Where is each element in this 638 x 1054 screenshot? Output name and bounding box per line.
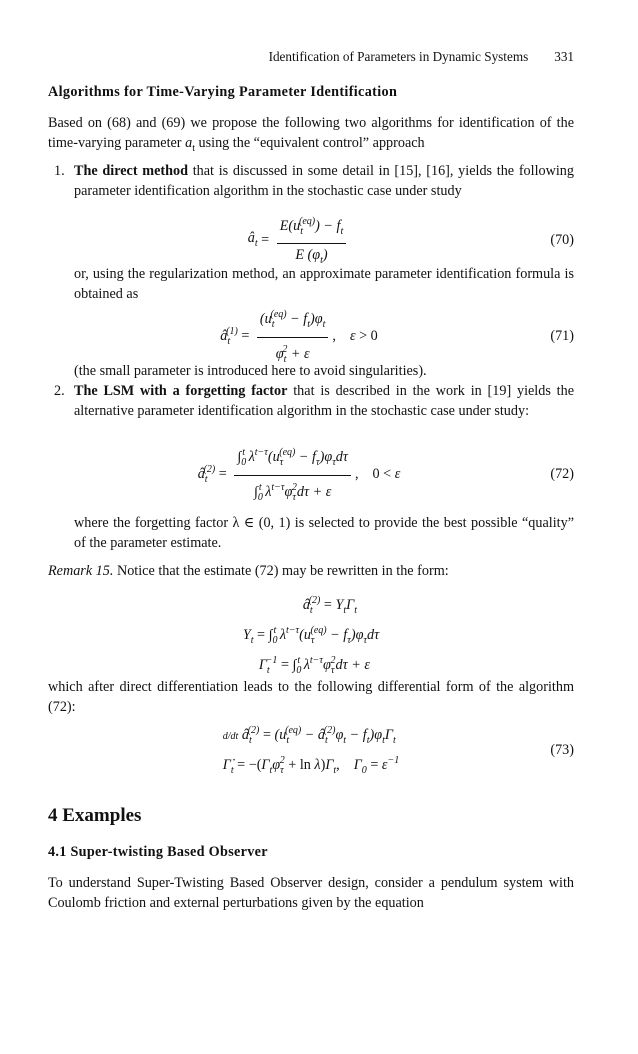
item2-text2: where the forgetting factor λ ∈ (0, 1) is selected to provide the best possible “quality” of the parameter estimate. [74, 515, 574, 551]
equation-72: $â_t^{(2)}$ = $\frac{\int_0^t \lambda^{t-\tau}(u_\tau^{(eq)} - f_\tau)\varphi_\tau d\tau}{\int_0^t \lambda^{t-\tau}\varphi_\tau^2d\tau + \varepsilon}$ , 0 < ε (72) [48, 446, 574, 504]
item1-text2: or, using the regularization method, an approximate parameter identification formula is obtained as [74, 266, 574, 302]
subsection-4-1-heading: 4.1 Super-twisting Based Observer [48, 844, 268, 860]
eq72-number: (72) [550, 466, 574, 483]
list-item-2: 2. The LSM with a forgetting factor that is described in the work in [19] yields the alternative parameter identification algorithm in the stochastic case under study: [54, 383, 574, 419]
item2-bold: The LSM with a forgetting factor [74, 383, 288, 399]
item1-bold: The direct method [74, 163, 188, 179]
equation-remark-system: $â_t^{(2)} = Y_t\Gamma_t$ $Y_t = \int_0^t$ $\lambda^{t-\tau}(u_\tau^{(eq)} - f_\tau)\varphi_\tau d\tau$ $\Gamma_t^{-1} = \int_0^t$ $\lambda^{t-\tau}\varphi_\tau^2d\tau + \varepsilon$ [242, 595, 380, 676]
item1-text3: (the small parameter is introduced here to avoid singularities). [74, 363, 427, 379]
page-number: 331 [554, 49, 574, 64]
list-item-1: 1. The direct method that is discussed in some detail in [15], [16], yields the following parameter identification algorithm in the stochastic case under study [54, 163, 574, 199]
section-heading: Algorithms for Time-Varying Parameter Identification [48, 84, 398, 100]
remark-label: Remark 15. [48, 563, 114, 579]
equation-73: d/dt $â_t^{(2)} = (u_t^{(eq)}$ − $â_t^{(2)}\varphi_t - f_t)\varphi_t\Gamma_t$ $\Gamma_t = -(\Gamma_t\varphi_\tau^2 + \ln \lambda)\Gamma_t$, $\Gamma_0 = \varepsilon^{-1}$ (73) [222, 725, 574, 776]
equation-71: $â_t^{(1)}$ = $\frac{(u_t^{(eq)} - f_t)\varphi_t}{\varphi_t^2 + \varepsilon}$ , ε > 0 (71) [48, 312, 574, 362]
eq71-number: (71) [550, 328, 574, 345]
equation-70: $â_t$ = $\frac{E(u_t^{(eq)}) - f_t}{E (\varphi_t)}$ (70) [48, 218, 574, 264]
running-head-title: Identification of Parameters in Dynamic Systems [268, 49, 529, 64]
eq73-number: (73) [550, 742, 574, 759]
running-head [269, 47, 574, 67]
intro-paragraph: Based on (68) and (69) we propose the following two algorithms for identification of the time-varying parameter $a_t$ using the “equivalent control” approach [48, 115, 574, 154]
remark-15: Remark 15. Notice that the estimate (72) may be rewritten in the form: [48, 563, 449, 579]
eq70-number: (70) [550, 232, 574, 249]
final-paragraph: To understand Super-Twisting Based Observer design, consider a pendulum system with Coulomb friction and external perturbations given by the equation [48, 875, 574, 911]
after-remark-paragraph: which after direct differentiation leads to the following differential form of the algorithm (72): [48, 679, 574, 715]
section-4-heading: 4 Examples [48, 805, 142, 826]
